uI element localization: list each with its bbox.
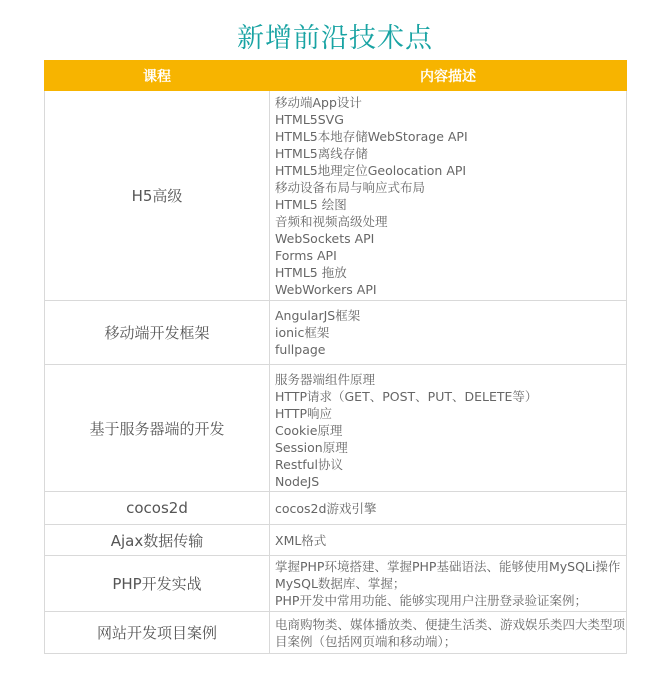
course-table [44,60,627,654]
description-clip [275,366,626,490]
course-name: H5高级 [45,91,270,301]
table-row [45,612,627,654]
description-item: cocos2d游戏引擎 [275,500,377,516]
description-item: 移动端App设计 [275,94,362,110]
description-item: PHP开发中常用功能、能够实现用户注册登录验证案例； [275,593,587,608]
table-row [45,301,627,365]
course-name: cocos2d [45,492,270,525]
header-course: 课程 [45,61,270,91]
description-item: HTML5 绘图 [275,196,347,212]
description-item: AngularJS框架 [275,308,361,323]
description-item: HTML5离线存储 [275,145,368,161]
course-description [270,91,627,301]
course-description [270,556,627,612]
description-item: 电商购物类、媒体播放类、便捷生活类、游戏娱乐类四大类型项目案例（包括网页端和移动端）； [275,616,626,649]
table-row [45,525,627,556]
description-item: ionic框架 [275,325,330,340]
description-item: HTTP响应 [275,406,332,421]
table-row [45,365,627,492]
description-item: Forms API [275,247,337,263]
description-item: WebWorkers API [275,281,377,297]
description-item: NodeJS [275,474,320,489]
course-name: 基于服务器端的开发 [45,365,270,492]
description-item: Session原理 [275,440,348,455]
description-item: HTML5地理定位Geolocation API [275,162,467,178]
table-row [45,492,627,525]
description-item: HTML5 拖放 [275,264,347,280]
description-item: 移动设备布局与响应式布局 [275,179,426,195]
course-description [270,365,627,492]
page-title: 新增前沿技术点 [237,23,433,54]
description-item: 掌握PHP环境搭建、掌握PHP基础语法、能够使用MySQLi操作MySQL数据库、掌握； [275,559,621,591]
description-item: HTTP请求（GET、POST、PUT、DELETE等） [275,389,538,404]
table-header-row [45,61,627,91]
description-item: Cookie原理 [275,423,343,438]
description-item: 服务器端组件原理 [275,372,376,387]
course-name: 移动端开发框架 [45,301,270,365]
description-item: Restful协议 [275,457,344,472]
table-row [45,91,627,301]
table-row [45,556,627,612]
description-item: fullpage [275,342,326,357]
course-description [270,492,627,525]
course-name: 网站开发项目案例 [45,612,270,654]
header-description: 内容描述 [270,61,627,91]
description-item: 音频和视频高级处理 [275,213,388,229]
course-description [270,612,627,654]
description-item: XML格式 [275,532,327,548]
course-description [270,525,627,556]
description-item: WebSockets API [275,230,375,246]
course-name: PHP开发实战 [45,556,270,612]
description-item: HTML5本地存储WebStorage API [275,128,468,144]
description-item: HTML5SVG [275,111,344,127]
course-name: Ajax数据传输 [45,525,270,556]
course-description [270,301,627,365]
